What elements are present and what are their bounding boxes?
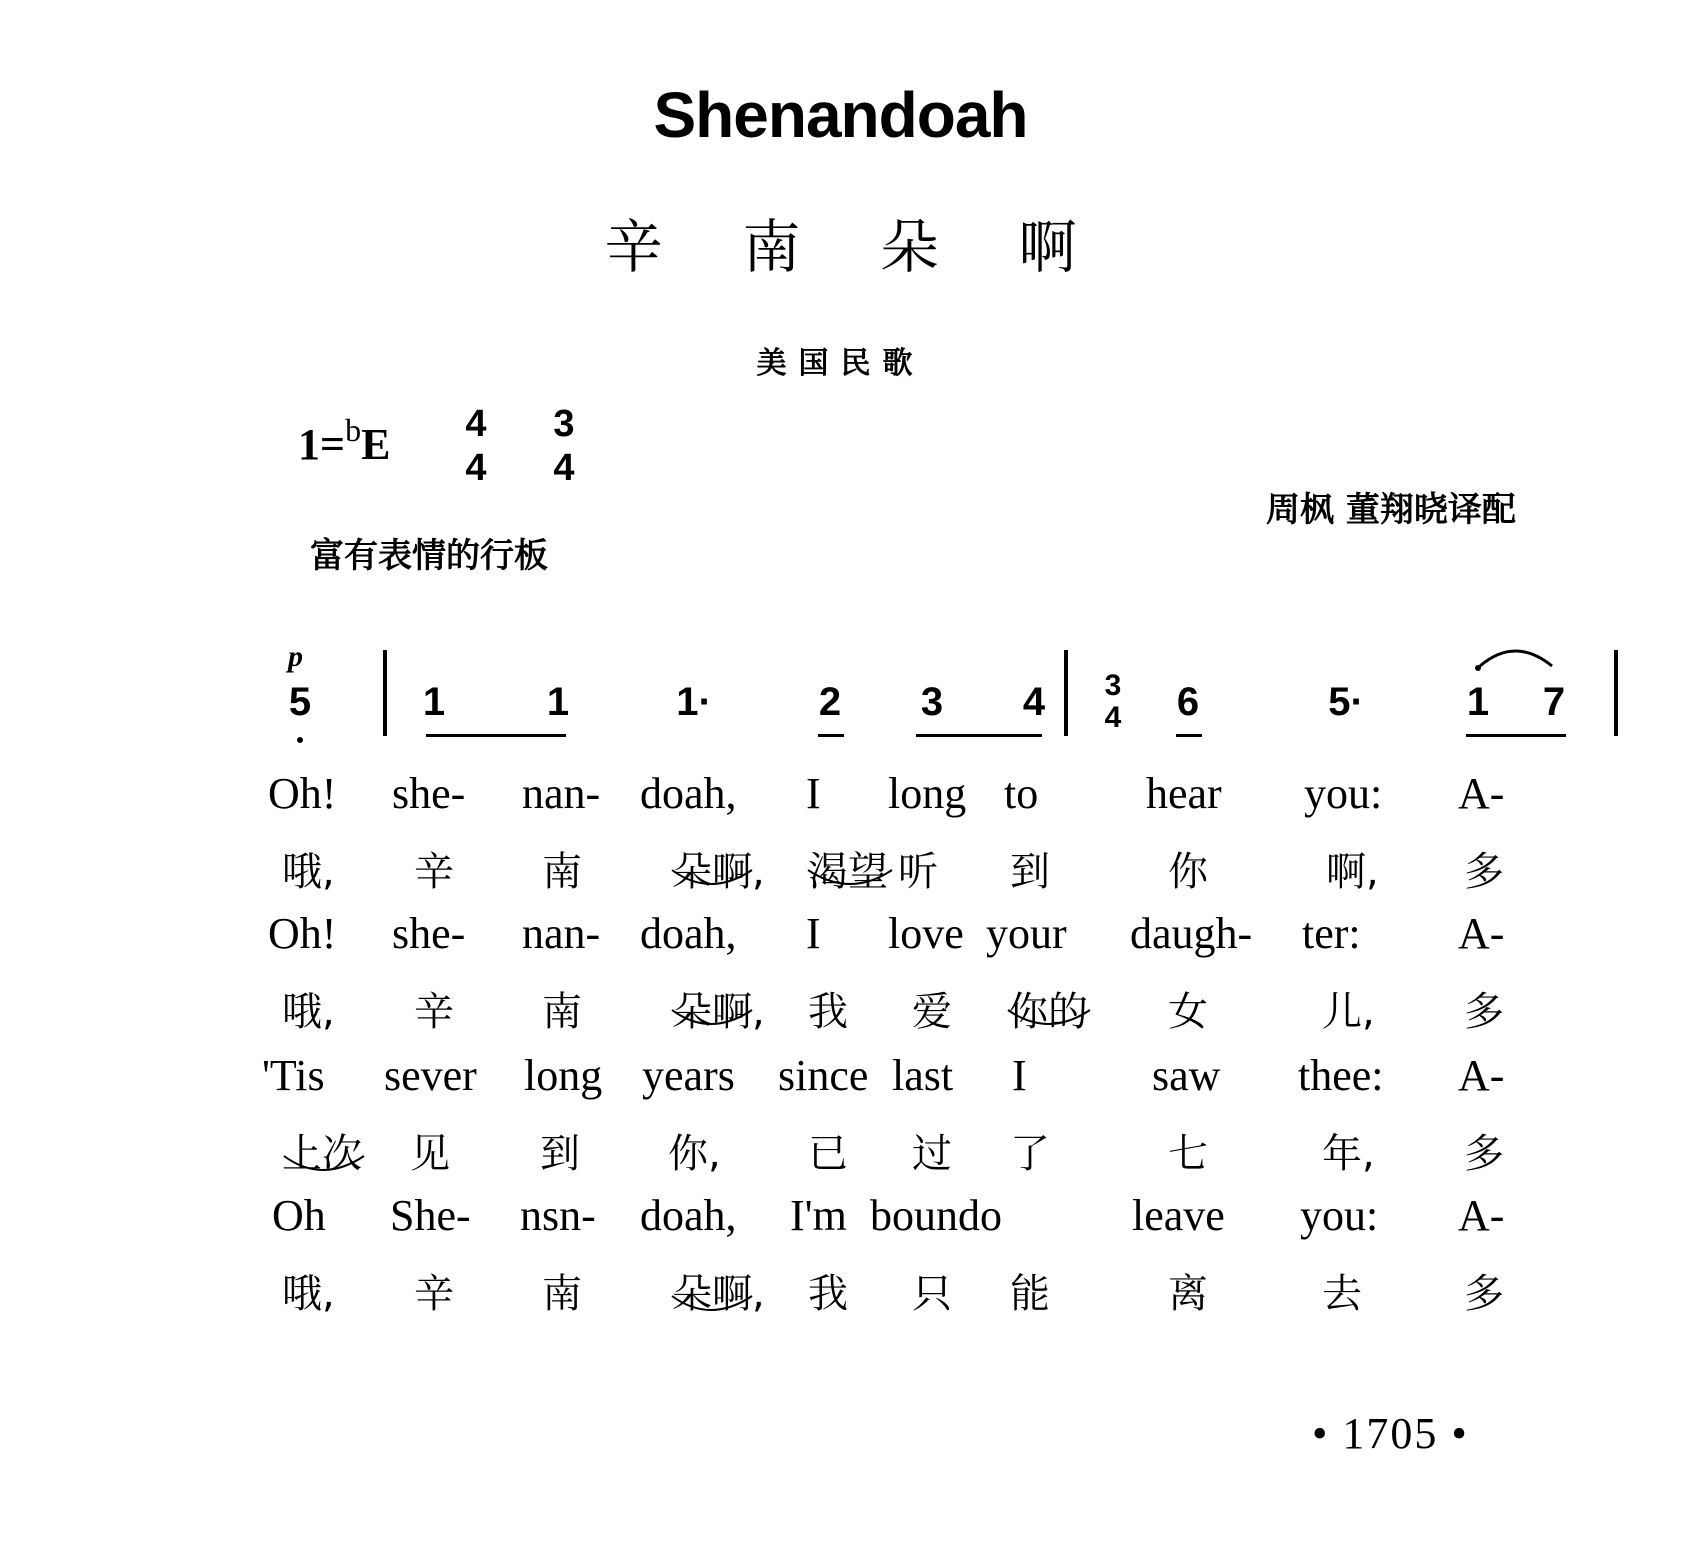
note: 1 — [422, 680, 446, 724]
lyric-word-chinese: 过 — [912, 1131, 952, 1177]
lyric-word: nsn- — [520, 1191, 596, 1240]
lyric-word-chinese: 你 — [1168, 849, 1208, 895]
lyric-word-chinese: 哦, — [282, 1271, 335, 1317]
lyric-word: sever — [384, 1051, 477, 1100]
lyric-word: Oh! — [268, 909, 337, 958]
lyric-word: she- — [392, 909, 466, 958]
lyric-word: A- — [1458, 909, 1505, 958]
lyric-word-chinese: 渴望 — [808, 849, 888, 895]
lyric-word-chinese: 女 — [1168, 989, 1208, 1035]
lyric-word-chinese: 多 — [1464, 1131, 1504, 1177]
lyric-word: A- — [1458, 1191, 1505, 1240]
lyric-word-chinese: 听 — [898, 849, 938, 895]
lyric-word: you: — [1304, 769, 1383, 818]
lyric-word-chinese: 南 — [542, 989, 582, 1035]
lyric-word: I — [806, 769, 821, 818]
lyric-word-chinese: 到 — [1010, 849, 1050, 895]
lyric-word: since — [778, 1051, 869, 1100]
lyric-word: saw — [1152, 1051, 1221, 1100]
lyric-word-chinese: 哦, — [282, 849, 335, 895]
lyric-word-chinese: 多 — [1464, 849, 1504, 895]
lyric-word-chinese: 见 — [410, 1131, 450, 1177]
time-sig-denominator: 4 — [465, 447, 487, 489]
lyric-word-chinese: 儿, — [1322, 989, 1375, 1035]
lyric-word-chinese: 爱 — [912, 989, 952, 1035]
time-sig-denominator: 4 — [1104, 701, 1122, 734]
lyric-word: A- — [1458, 1051, 1505, 1100]
lyric-word: love — [888, 909, 964, 958]
lyric-word-chinese: 离 — [1168, 1271, 1208, 1317]
tempo-marking: 富有表情的行板 — [310, 536, 548, 576]
lyric-word-chinese: 你, — [668, 1131, 721, 1177]
lyric-word-chinese: 上次 — [282, 1131, 362, 1177]
lyric-word: doah, — [640, 909, 737, 958]
lyric-word-chinese: 辛 — [414, 1271, 454, 1317]
lyric-word: nan- — [522, 769, 601, 818]
time-sig-numerator: 3 — [553, 403, 575, 445]
lyric-word: I — [806, 909, 821, 958]
lyric-word: leave — [1132, 1191, 1225, 1240]
lyric-word-chinese: 朵啊, — [672, 989, 765, 1035]
note: 7 — [1542, 680, 1566, 724]
lyric-word-chinese: 南 — [542, 1271, 582, 1317]
lyric-word: 'Tis — [262, 1051, 325, 1100]
lyric-word-chinese: 去 — [1322, 1271, 1362, 1317]
time-sig-numerator: 3 — [1104, 669, 1122, 702]
lyric-word: I — [1012, 1051, 1027, 1100]
note: 2 — [818, 680, 842, 724]
lower-octave-dot — [297, 737, 303, 743]
genre-label: 美国民歌 — [756, 346, 925, 381]
lyric-word: hear — [1146, 769, 1222, 818]
lyric-word: I'm — [790, 1191, 847, 1240]
lyric-word-chinese: 只 — [912, 1271, 952, 1317]
lyric-word-chinese: 多 — [1464, 1271, 1504, 1317]
note: 4 — [1022, 680, 1046, 724]
dynamic-marking: p — [288, 640, 303, 673]
translator-credit: 周枫 董翔晓译配 — [1266, 490, 1516, 530]
lyric-word-chinese: 你的 — [1008, 989, 1088, 1035]
slur-tie — [1480, 651, 1552, 666]
key-prefix: 1= — [298, 420, 346, 469]
lyric-word: years — [642, 1051, 735, 1100]
lyric-word-chinese: 七 — [1168, 1131, 1208, 1177]
note: 1 — [1466, 680, 1490, 724]
song-title: Shenandoah — [653, 79, 1028, 151]
note: 3 — [920, 680, 944, 724]
lyric-word-chinese: 南 — [542, 849, 582, 895]
flat-sign: b — [345, 412, 362, 448]
lyric-word-chinese: 我 — [808, 1271, 848, 1317]
song-title-chinese: 辛南朵啊 — [604, 213, 1157, 281]
note: 5· — [1328, 680, 1364, 724]
lyric-word: boundo — [870, 1191, 1002, 1240]
lyric-word: doah, — [640, 1191, 737, 1240]
lyric-word: daugh- — [1130, 909, 1253, 958]
lyric-word: last — [892, 1051, 954, 1100]
time-sig-denominator: 4 — [553, 447, 575, 489]
time-sig-numerator: 4 — [465, 403, 487, 445]
lyric-word: thee: — [1298, 1051, 1384, 1100]
lyric-word: ter: — [1302, 909, 1361, 958]
lyric-word-chinese: 已 — [808, 1131, 848, 1177]
lyric-word-chinese: 到 — [540, 1131, 580, 1177]
lyric-word-chinese: 能 — [1010, 1271, 1050, 1317]
lyric-word-chinese: 辛 — [414, 849, 454, 895]
lyric-word: long — [524, 1051, 603, 1100]
note: 5 — [288, 680, 312, 724]
lyric-word: She- — [390, 1191, 471, 1240]
lyric-word: A- — [1458, 769, 1505, 818]
lyric-word-chinese: 辛 — [414, 989, 454, 1035]
lyric-word: she- — [392, 769, 466, 818]
lyric-word: you: — [1300, 1191, 1379, 1240]
note: 1· — [676, 680, 712, 724]
note: 1 — [546, 680, 570, 724]
lyric-word-chinese: 年, — [1322, 1131, 1375, 1177]
lyric-word-chinese: 朵啊, — [672, 849, 765, 895]
lyric-word: your — [986, 909, 1067, 958]
lyric-word: Oh! — [268, 769, 337, 818]
lyric-word: long — [888, 769, 967, 818]
lyric-word: Oh — [272, 1191, 326, 1240]
lyric-word: to — [1004, 769, 1039, 818]
lyric-word-chinese: 了 — [1010, 1131, 1050, 1177]
note: 6 — [1176, 680, 1200, 724]
lyric-word-chinese: 啊, — [1326, 849, 1379, 895]
lyric-word-chinese: 多 — [1464, 989, 1504, 1035]
key-note: E — [361, 420, 391, 469]
lyric-word-chinese: 朵啊, — [672, 1271, 765, 1317]
lyric-word: doah, — [640, 769, 737, 818]
lyric-word: nan- — [522, 909, 601, 958]
page-number: • 1705 • — [1312, 1409, 1469, 1458]
lyric-word-chinese: 哦, — [282, 989, 335, 1035]
lyric-word-chinese: 我 — [808, 989, 848, 1035]
